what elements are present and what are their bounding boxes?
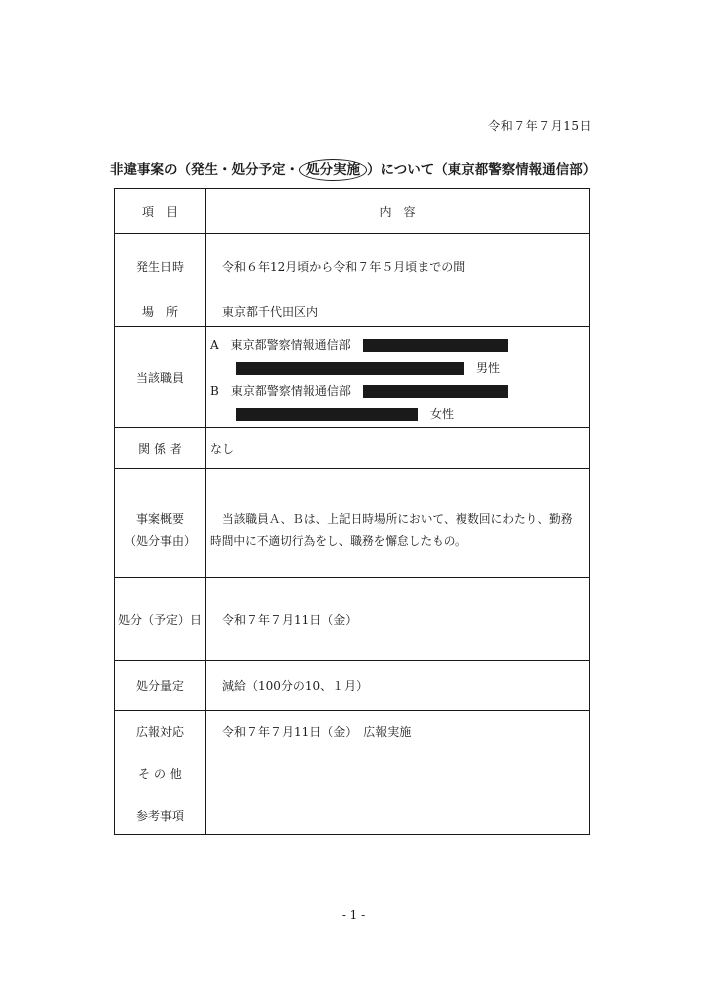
related-label: 関 係 者	[138, 441, 182, 456]
staff-a-letter: A	[210, 338, 219, 352]
other-label: そ の 他	[138, 767, 182, 781]
incident-table	[114, 188, 590, 835]
staff-a-org: 東京都警察情報通信部	[230, 338, 351, 352]
staff-label: 当該職員	[135, 370, 184, 385]
related-value-cell	[206, 428, 590, 469]
table-row-disposal-amount	[115, 661, 590, 711]
disposal-date-label-cell	[115, 578, 206, 661]
table-row-disposal-date	[115, 578, 590, 661]
disposal-amount-label-cell	[115, 661, 206, 711]
header-item-label: 項 目	[141, 204, 178, 219]
summary-value-cell	[206, 469, 590, 578]
document-title	[110, 158, 600, 181]
disposal-amount-value-cell	[206, 661, 590, 711]
redaction-bar	[236, 408, 418, 421]
pr-label-cell	[115, 711, 206, 835]
summary-sublabel: （処分事由）	[123, 534, 196, 548]
pr-value-cell	[206, 711, 590, 835]
title-suffix: ）について（東京都警察情報通信部）	[367, 162, 597, 178]
table-row-staff	[115, 327, 590, 428]
title-prefix: 非違事案の（発生・処分予定・	[110, 162, 299, 178]
table-row-related	[115, 428, 590, 469]
staff-a-line-2	[210, 357, 588, 380]
summary-label-cell	[115, 469, 206, 578]
occurrence-value-cell	[206, 234, 590, 327]
summary-label: 事案概要	[135, 512, 184, 526]
staff-a-line-1	[210, 334, 588, 357]
table-row-pr	[115, 711, 590, 835]
redaction-bar	[363, 339, 508, 352]
disposal-date-value: 令和７年７月11日（金）	[222, 612, 358, 627]
header-content-cell	[206, 189, 590, 234]
staff-b-letter: B	[210, 384, 219, 398]
title-circled-option: 処分実施	[299, 159, 367, 181]
staff-label-cell	[115, 327, 206, 428]
redaction-bar	[363, 385, 508, 398]
table-header-row	[115, 189, 590, 234]
occurrence-label-cell	[115, 234, 206, 327]
header-item-cell	[115, 189, 206, 234]
related-label-cell	[115, 428, 206, 469]
disposal-date-label: 処分（予定）日	[117, 612, 202, 627]
disposal-date-value-cell	[206, 578, 590, 661]
redaction-bar	[236, 362, 464, 375]
staff-b-line-1	[210, 380, 588, 403]
related-value: なし	[210, 441, 235, 456]
place-value: 東京都千代田区内	[222, 305, 319, 319]
staff-value-cell	[206, 327, 590, 428]
occurrence-label: 発生日時	[135, 260, 184, 274]
page-number: - 1 -	[341, 908, 366, 922]
table-row-summary	[115, 469, 590, 578]
header-content-label: 内 容	[379, 204, 416, 219]
place-label: 場 所	[141, 305, 178, 319]
disposal-amount-label: 処分量定	[135, 679, 184, 693]
pr-value: 令和７年７月11日（金） 広報実施	[222, 725, 412, 739]
staff-b-gender: 女性	[430, 407, 455, 421]
staff-b-line-2	[210, 403, 588, 426]
summary-line-1: 当該職員Ａ、Ｂは、上記日時場所において、複数回にわたり、勤務	[222, 512, 573, 526]
table-row-occurrence	[115, 234, 590, 327]
staff-b-org: 東京都警察情報通信部	[230, 384, 351, 398]
occurrence-value: 令和６年12月頃から令和７年５月頃までの間	[222, 260, 466, 274]
pr-label: 広報対応	[135, 725, 184, 739]
document-date: 令和７年７月15日	[488, 119, 592, 133]
summary-line-2: 時間中に不適切行為をし、職務を懈怠したもの。	[210, 534, 467, 548]
reference-label: 参考事項	[135, 809, 184, 823]
staff-a-gender: 男性	[476, 361, 501, 375]
disposal-amount-value: 減給（100分の10、１月）	[222, 679, 369, 693]
